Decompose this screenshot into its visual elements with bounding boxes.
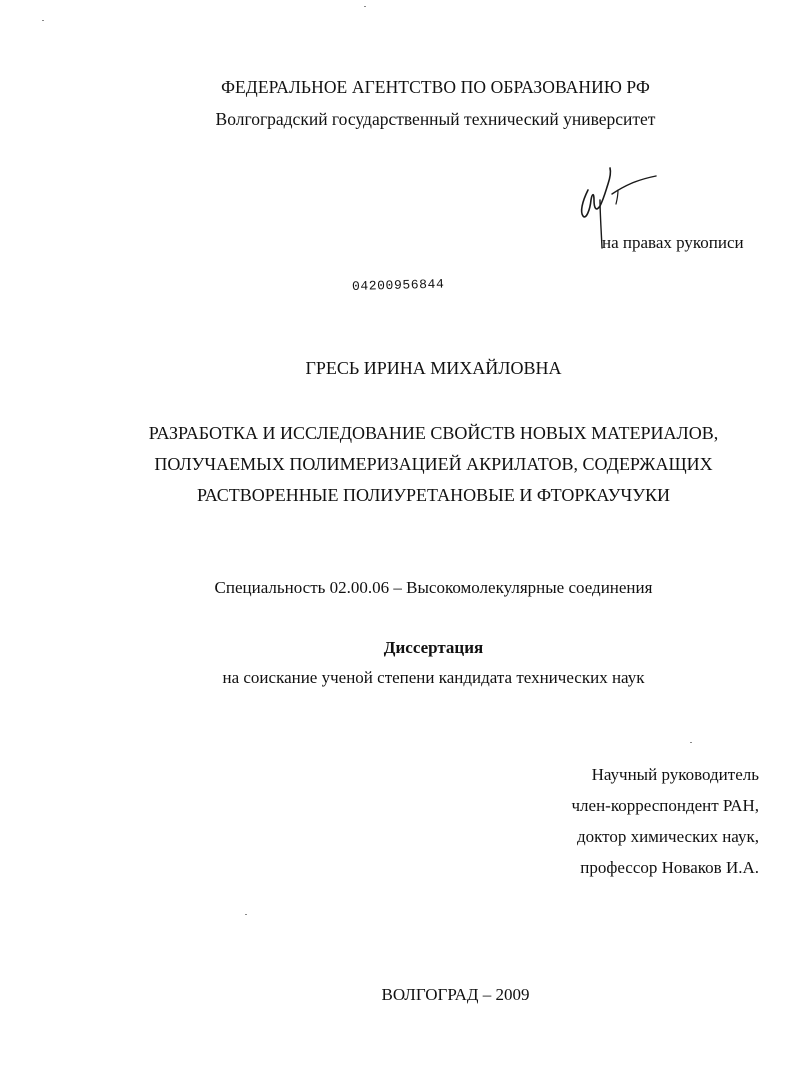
- supervisor-line: Научный руководитель: [591, 765, 759, 784]
- author-name: ГРЕСЬ ИРИНА МИХАЙЛОВНА: [305, 358, 562, 378]
- specialty: Специальность 02.00.06 – Высокомолекулярные соединения: [214, 578, 653, 597]
- university-name: Волгоградский государственный технический университет: [215, 109, 656, 129]
- agency-name: ФЕДЕРАЛЬНОЕ АГЕНТСТВО ПО ОБРАЗОВАНИЮ РФ: [221, 77, 650, 97]
- rights-note: на правах рукописи: [602, 233, 744, 252]
- scan-speck: [42, 20, 44, 21]
- supervisor-line: член-корреспондент РАН,: [571, 796, 759, 815]
- supervisor-line: профессор Новаков И.А.: [580, 858, 759, 877]
- dissertation-title-line: РАСТВОРЕННЫЕ ПОЛИУРЕТАНОВЫЕ И ФТОРКАУЧУКИ: [196, 485, 671, 505]
- document-type: Диссертация: [383, 638, 484, 657]
- scan-speck: [245, 914, 247, 915]
- dissertation-title-line: ПОЛУЧАЕМЫХ ПОЛИМЕРИЗАЦИЕЙ АКРИЛАТОВ, СОДЕРЖАЩИХ: [154, 454, 713, 474]
- supervisor-line: доктор химических наук,: [576, 827, 759, 846]
- registration-stamp-number: 04200956844: [351, 276, 445, 294]
- degree-statement: на соискание ученой степени кандидата технических наук: [222, 668, 645, 687]
- scan-speck: [690, 742, 692, 743]
- city-year: ВОЛГОГРАД – 2009: [381, 985, 530, 1004]
- scan-speck: [364, 6, 366, 7]
- dissertation-title-line: РАЗРАБОТКА И ИССЛЕДОВАНИЕ СВОЙСТВ НОВЫХ МАТЕРИАЛОВ,: [148, 423, 719, 443]
